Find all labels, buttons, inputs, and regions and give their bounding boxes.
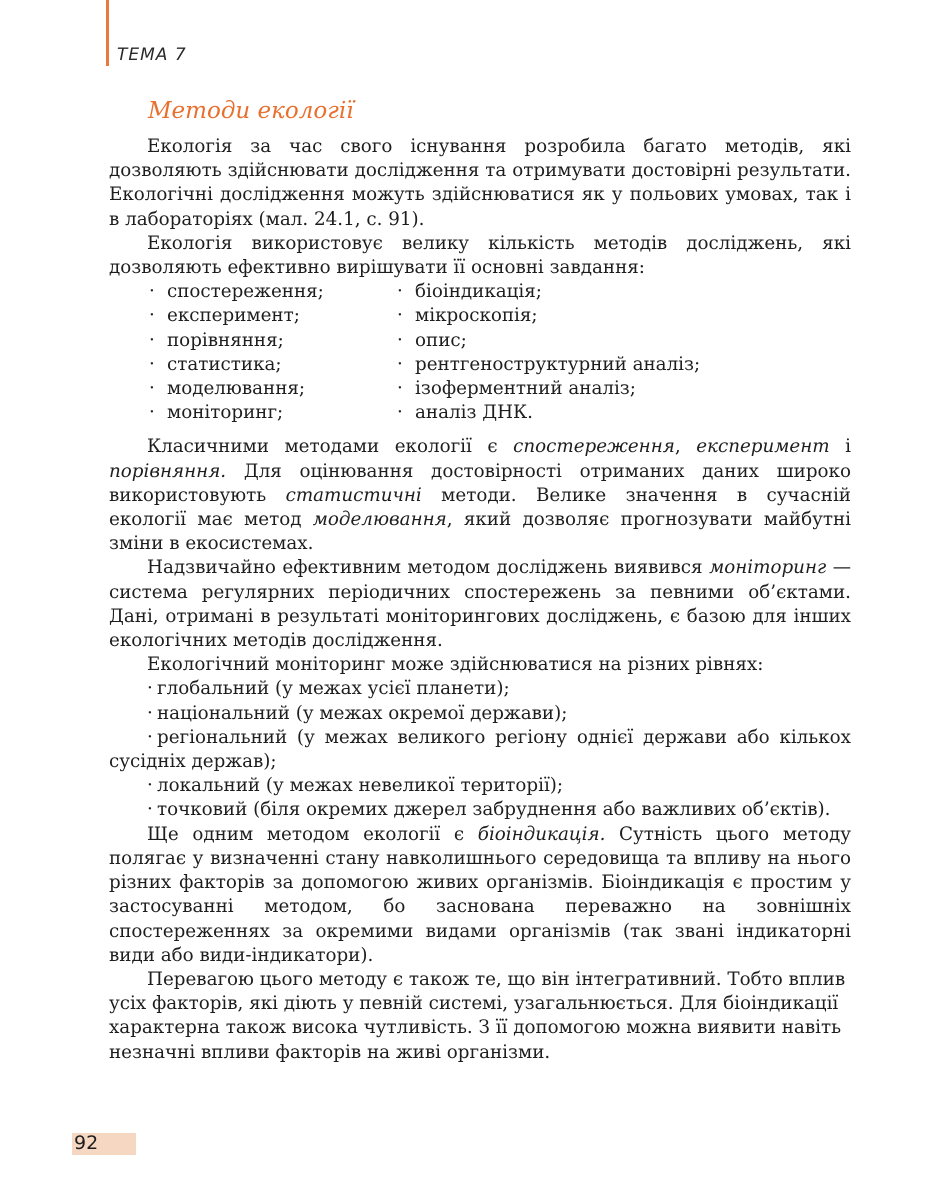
list-item: · локальний (у межах невеликої території); — [109, 774, 851, 798]
bullet-icon: · — [147, 775, 153, 797]
paragraph-bioindication: Ще одним методом екології є біоіндикація. Сутність цього методу полягає у визначенні стану навколишнього середовища та впливу на нього різних факторів за допомогою живих організмів. Біоіндикація є простим у застосуванні методом, бо заснована переважно на зовнішніх спостереженнях за окремими видами організмів (так звані індикаторні види або види-індикатори). — [109, 823, 851, 966]
list-item: · статистика; — [149, 353, 397, 377]
body-text — [109, 135, 851, 1065]
section-header: ТЕМА 7 — [117, 45, 187, 65]
bullet-icon: · — [147, 678, 153, 700]
bullet-icon: · — [147, 726, 153, 748]
bullet-icon: · — [149, 305, 155, 327]
monitoring-levels-list — [109, 677, 851, 822]
methods-column-1 — [109, 280, 397, 425]
list-item: · точковий (біля окремих джерел забруднення або важливих об’єктів). — [109, 798, 851, 822]
page-number-badge — [72, 1133, 136, 1155]
methods-column-2 — [397, 280, 700, 425]
section-title: Методи екології — [148, 98, 354, 124]
list-item: · глобальний (у межах усієї планети); — [109, 677, 851, 701]
bullet-icon: · — [147, 702, 153, 724]
bullet-icon: · — [397, 305, 403, 327]
paragraph-methods-intro: Екологія використовує велику кількість методів досліджень, які дозволяють ефективно вирішувати її основні завдання: — [109, 232, 851, 279]
bullet-icon: · — [397, 402, 403, 424]
list-item: · регіональний (у межах великого регіону однієї держави або кількох сусідніх держав); — [109, 726, 851, 773]
list-item: · порівняння; — [149, 329, 397, 353]
list-item: · національний (у межах окремої держави); — [109, 702, 851, 726]
bullet-icon: · — [149, 378, 155, 400]
bullet-icon: · — [397, 353, 403, 375]
header-accent-bar — [106, 0, 109, 66]
list-item: · ізоферментний аналіз; — [397, 377, 700, 401]
bullet-icon: · — [397, 281, 403, 303]
list-item: · мікроскопія; — [397, 304, 700, 328]
bullet-icon: · — [149, 281, 155, 303]
methods-list — [109, 280, 851, 425]
paragraph-monitoring: Надзвичайно ефективним методом досліджень виявився моніторинг — система регулярних періодичних спостережень за певними об’єктами. Дані, отримані в результаті моніторингових досліджень, є базою для інших екологічних методів дослідження. — [109, 557, 852, 652]
list-item: · моніторинг; — [149, 401, 397, 425]
bullet-icon: · — [149, 402, 155, 424]
list-item: · аналіз ДНК. — [397, 401, 700, 425]
bullet-icon: · — [149, 329, 155, 351]
bullet-icon: · — [149, 353, 155, 375]
paragraph-classic-methods: Класичними методами екології є спостереження, експеримент і порівняння. Для оцінювання достовірності отриманих даних широко використовують статистичні методи. Велике значення в сучасній екології має метод моделювання, який дозволяє прогнозувати майбутні зміни в екосистемах. — [109, 436, 851, 555]
bullet-icon: · — [397, 329, 403, 351]
list-item: · спостереження; — [149, 280, 397, 304]
list-item: · моделювання; — [149, 377, 397, 401]
paragraph-intro: Екологія за час свого існування розробила багато методів, які дозволяють здійснювати дослідження та отримувати достовірні результати. Екологічні дослідження можуть здійснюватися як у польових умовах, так і в лабораторіях (мал. 24.1, с. 91). — [109, 136, 851, 230]
list-item: · рентгеноструктурний аналіз; — [397, 353, 700, 377]
list-item: · опис; — [397, 329, 700, 353]
bullet-icon: · — [147, 799, 153, 821]
paragraph-advantages: Перевагою цього методу є також те, що він інтегративний. Тобто вплив усіх факторів, які діють у певній системі, узагальнюється. Для біоіндикації характерна також висока чутливість. З її допомогою можна виявити навіть незначні впливи факторів на живі організми. — [109, 968, 846, 1063]
paragraph-monitoring-levels: Екологічний моніторинг може здійснюватися на різних рівнях: — [147, 654, 764, 676]
list-item: · біоіндикація; — [397, 280, 700, 304]
bullet-icon: · — [397, 378, 403, 400]
page-number: 92 — [74, 1132, 99, 1154]
list-item: · експеримент; — [149, 304, 397, 328]
